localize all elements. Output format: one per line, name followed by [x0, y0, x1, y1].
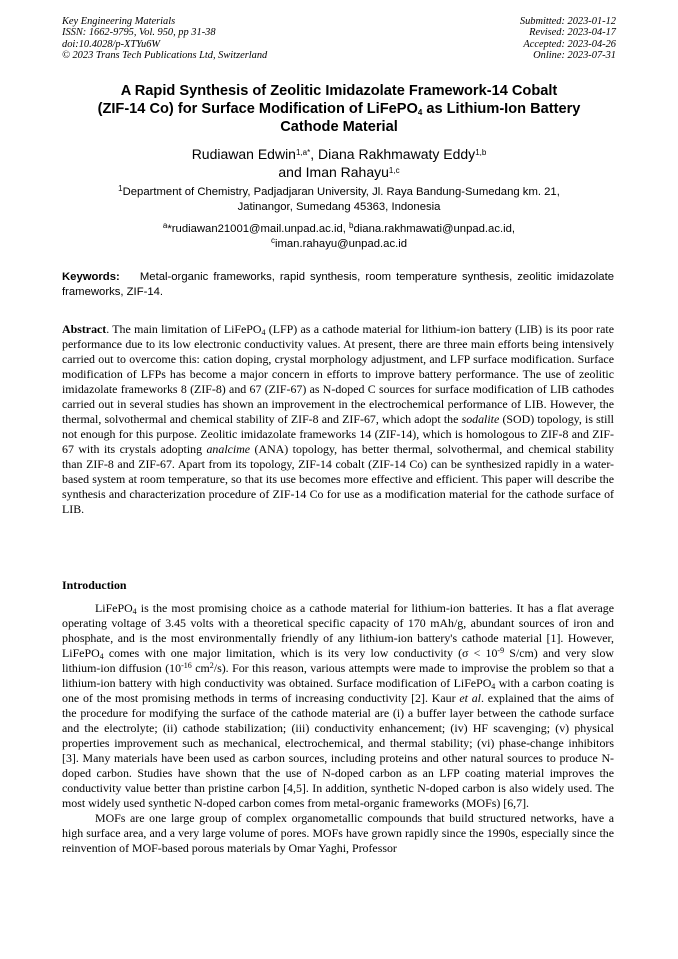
keywords-text: Metal-organic frameworks, rapid synthesis, room temperature synthesis, zeolitic imidazolate frameworks, ZIF-14.	[62, 271, 614, 298]
intro-text-b: is the most promising choice as a cathode material for lithium-ion batteries. It has a flat average operating voltage of 3.45 volts with a theoretical specific capacity of 170 mAh/g, abundant sources of iron and phosphate, and is the most environmentally friendly of any lithium-ion battery's cathode material [1]. However, LiFePO	[62, 601, 614, 660]
journal-name: Key Engineering Materials	[62, 16, 176, 27]
section-heading-introduction: Introduction	[62, 578, 127, 592]
email-c-sup: c	[270, 236, 275, 245]
date-submitted: Submitted: 2023-01-12	[519, 16, 616, 27]
author-2-sup: 1,b	[475, 148, 487, 157]
author-3: and Iman Rahayu	[278, 164, 389, 180]
email-line-1	[62, 222, 616, 237]
journal-copyright: © 2023 Trans Tech Publications Ltd, Switzerland	[62, 50, 268, 62]
email-b[interactable]: diana.rakhmawati@unpad.ac.id,	[353, 223, 516, 235]
intro-text-e: cm	[191, 661, 210, 675]
introduction-body	[62, 601, 614, 856]
affiliation	[62, 185, 616, 215]
affiliation-sup: 1	[118, 184, 123, 193]
title-line-3: Cathode Material	[280, 119, 398, 135]
date-accepted: Accepted: 2023-04-26	[523, 38, 616, 50]
abstract-block	[62, 322, 614, 517]
email-c[interactable]: iman.rahayu@unpad.ac.id	[274, 238, 408, 250]
introduction-paragraph-2: MOFs are one large group of complex organometallic compounds that build structured networks, have a high surface area, and a very large volume of pores. MOFs have grown rapidly since the 1990s, especially since the reinvention of MOF-based porous materials by Omar Yaghi, Professor	[62, 811, 614, 855]
intro-text-f: /s). For this reason, various attempts were made to improvise the problem so that a lithium-ion battery with high conductivity was obtained. Surface modification of LiFePO	[62, 661, 615, 690]
abstract-text-3: (SOD) topology, is still not enough for this purpose. Zeolitic imidazolate frameworks 14 (ZIF-14), which is homologous to ZIF-8 and ZIF-67 with its crystals adopting	[62, 412, 614, 456]
keywords-block	[62, 270, 614, 300]
email-b-sup: b	[349, 221, 354, 230]
journal-header-left	[62, 16, 267, 62]
keywords-label: Keywords:	[62, 271, 120, 283]
intro-sub-1: 4	[132, 607, 137, 616]
abstract-analcime: analcime	[206, 442, 251, 456]
affiliation-text-1: Department of Chemistry, Padjadjaran University, Jl. Raya Bandung-Sumedang km. 21,	[122, 186, 560, 198]
intro-text-c: comes with one major limitation, which is its very low conductivity (σ < 10	[103, 646, 498, 660]
email-a[interactable]: *rudiawan21001@mail.unpad.ac.id,	[167, 223, 350, 235]
date-online: Online: 2023-07-31	[533, 50, 616, 62]
date-revised: Revised: 2023-04-17	[529, 27, 616, 39]
intro-text-a: LiFePO	[95, 601, 133, 615]
abstract-text-1: . The main limitation of LiFePO	[106, 322, 262, 336]
intro-text-d: S/cm) and very slow lithium-ion diffusion (10	[62, 646, 614, 675]
affiliation-line-2: Jatinangor, Sumedang 45363, Indonesia	[237, 201, 441, 213]
journal-doi[interactable]: doi:10.4028/p-XTYu6W	[62, 38, 161, 50]
author-line-2	[62, 163, 616, 181]
intro-sup-1: -9	[497, 646, 505, 655]
intro-sub-2: 4	[99, 652, 104, 661]
intro-sup-2: -16	[181, 661, 192, 670]
author-1-sup: 1,a*	[295, 148, 311, 157]
title-line-1: A Rapid Synthesis of Zeolitic Imidazolate Framework-14 Cobalt	[120, 83, 558, 99]
author-list	[62, 145, 616, 181]
paper-title	[62, 82, 616, 136]
abstract-text-4: (ANA) topology, has better thermal, solvothermal, and chemical stability than ZIF-8 and ZIF-67. Apart from its topology, ZIF-14 cobalt (ZIF-14 Co) can be synthesized rapidly in a water-based system at room temperature, so that its use becomes more effective and efficient. This paper will describe the synthesis and characterization procedure of ZIF-14 Co for use as a modification material for the cathode surface of LIB.	[62, 442, 614, 516]
email-line-2	[62, 237, 616, 252]
abstract-sodalite: sodalite	[461, 412, 500, 426]
title-line-2	[62, 100, 616, 118]
affiliation-line-1	[62, 185, 616, 200]
intro-sub-3: 4	[491, 682, 496, 691]
abstract-label: Abstract	[62, 322, 107, 336]
intro-etal: et al	[459, 691, 481, 705]
author-emails	[62, 222, 616, 252]
email-a-sup: a	[162, 221, 168, 230]
intro-text-h: . explained that the aims of the procedure for modifying the surface of the cathode material are (i) a buffer layer between the cathode surface and the electrolyte; (ii) cathode stabilization; (iii) conductivity enhancement; (iv) HF scavenging; (v) physical properties improvement such as mechanical, electrochemical, and thermal stability; (vi) phase-change inhibitors [3]. Many materials have been used as carbon sources, including proteins and other natural sources to produce N-doped carbon. Studies have shown that the use of N-doped carbon as an LFP coating material improves the conductivity value better than pristine carbon [4,5]. In addition, synthetic N-doped carbon is also widely used. The most widely used synthetic N-doped carbon comes from metal-organic frameworks (MOFs) [6,7].	[62, 691, 614, 810]
author-3-sup: 1,c	[388, 166, 400, 175]
author-line-1	[62, 145, 616, 163]
intro-sup-3: 2	[209, 661, 214, 670]
journal-issn: ISSN: 1662-9795, Vol. 950, pp 31-38	[62, 27, 216, 39]
journal-header-right	[520, 16, 616, 62]
author-2: , Diana Rakhmawaty Eddy	[310, 146, 476, 162]
title-line-2-b: as Lithium-Ion Battery	[422, 101, 581, 117]
title-subscript: 4	[417, 108, 423, 117]
title-line-2-a: (ZIF-14 Co) for Surface Modification of LiFePO	[97, 101, 418, 117]
abstract-subscript: 4	[261, 328, 266, 337]
intro-text-g: with a carbon coating is one of the most promising methods in terms of increasing conductivity [2]. Kaur	[62, 676, 614, 705]
introduction-paragraph-1	[62, 601, 614, 811]
abstract-text-2: (LFP) as a cathode material for lithium-ion battery (LIB) is its poor rate performance due to its low electronic conductivity values. At present, there are three main efforts being intensively carried out to overcome this: cation doping, crystal morphology adjustment, and LFP surface modification. Surface modification of LFPs has become a major concern in efforts to improve battery performance. The use of zeolitic imidazolate frameworks 8 (ZIF-8) and 67 (ZIF-67) as N-doped C sources for surface modification of LIB cathodes carried out in several studies has shown an improvement in the electrochemical performance of LIB. However, the thermal, solvothermal and chemical stability of ZIF-8 and ZIF-67, which adopt the	[62, 322, 614, 426]
author-1: Rudiawan Edwin	[191, 146, 296, 162]
